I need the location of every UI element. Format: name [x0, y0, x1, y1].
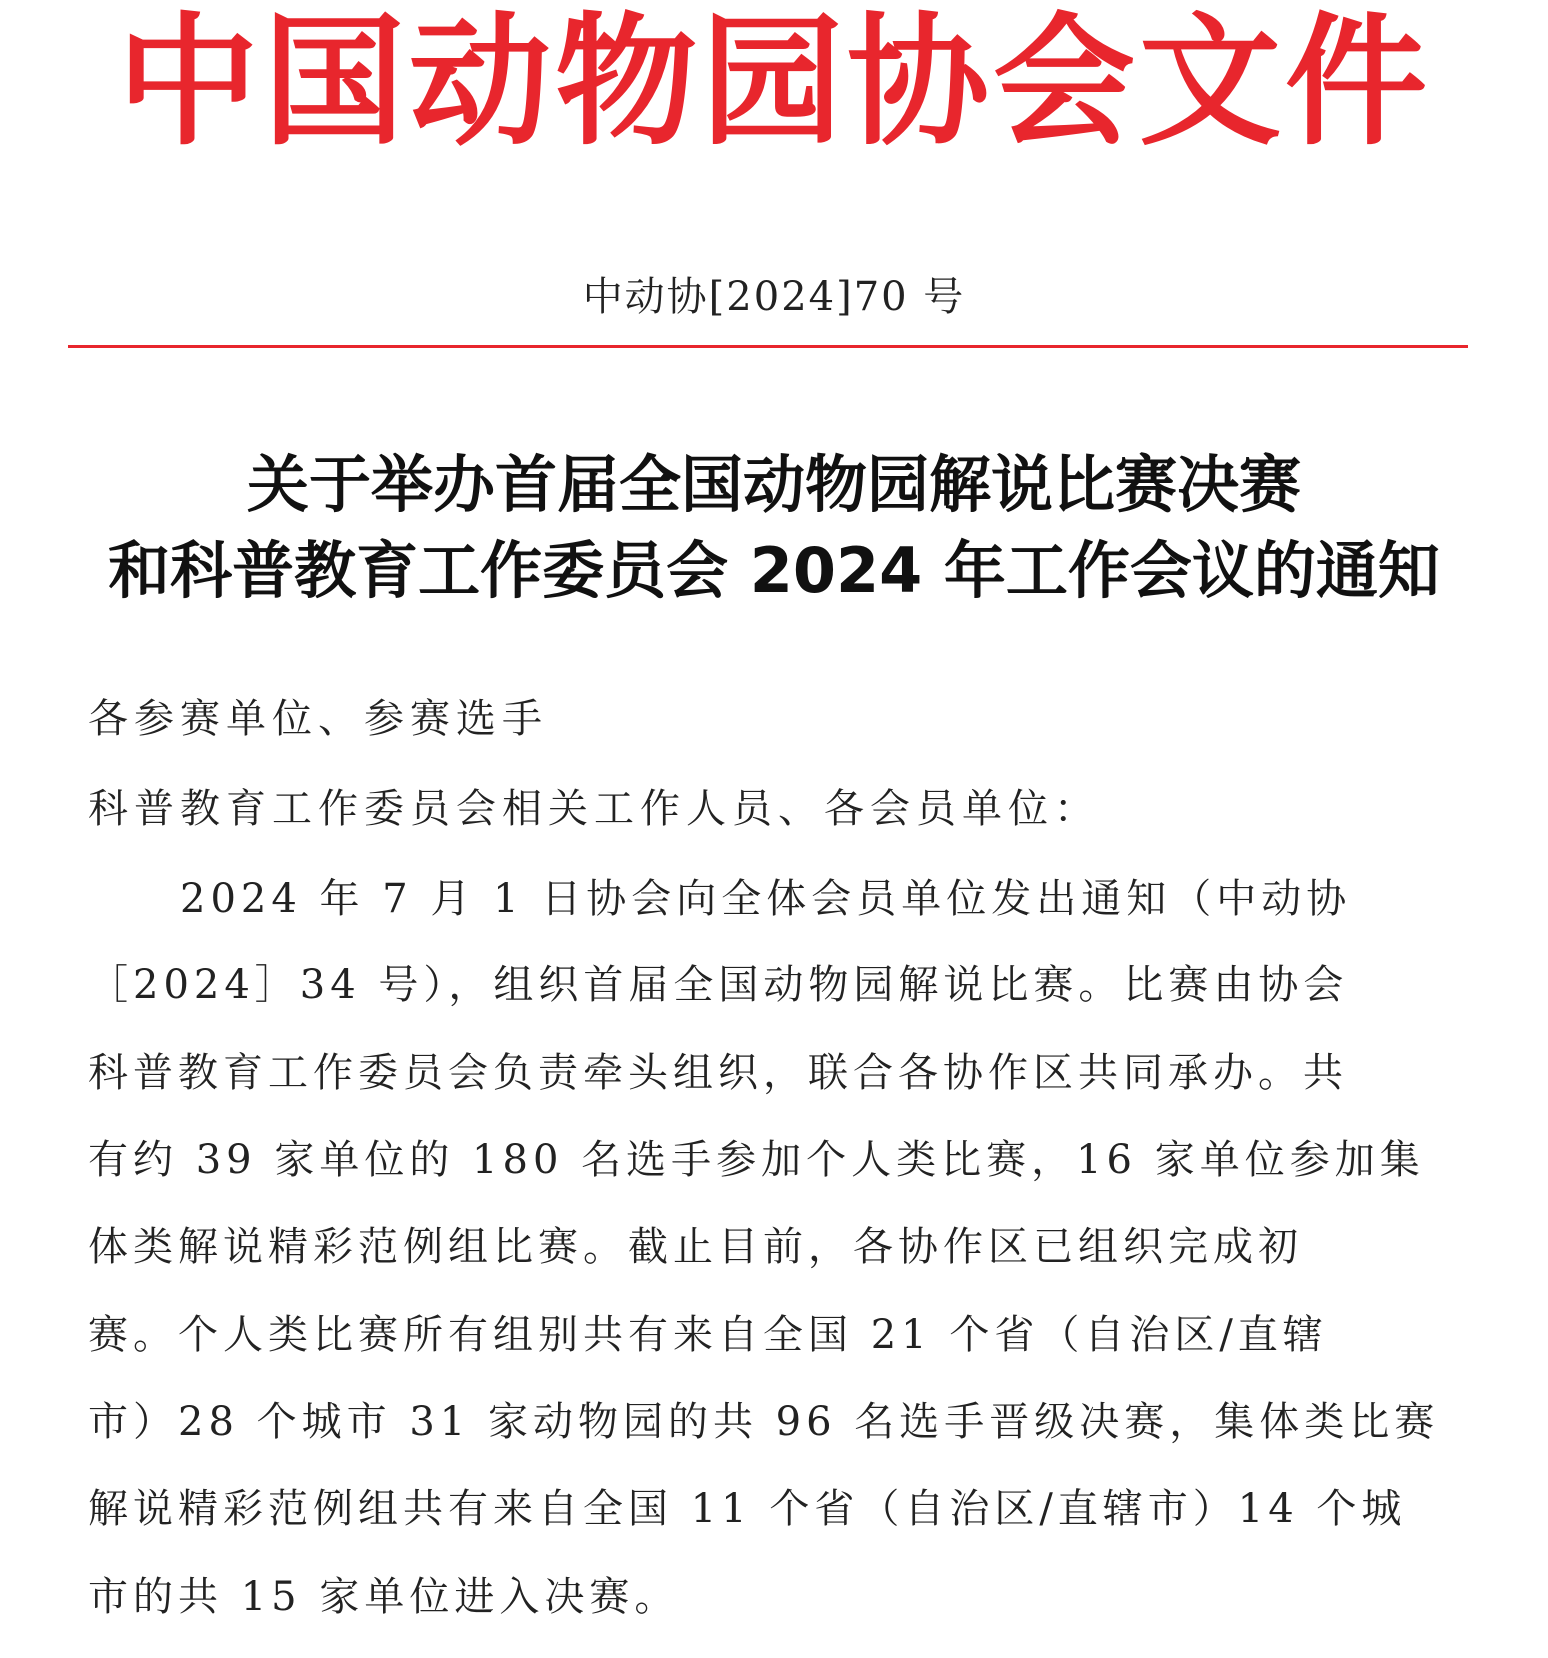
- masthead-title: 中国动物园协会文件: [117, 0, 1431, 165]
- body-line: 体类解说精彩范例组比赛。截止目前，各协作区已组织完成初: [88, 1224, 1303, 1270]
- notice-title: [0, 442, 1548, 614]
- red-divider-rule: [68, 345, 1468, 348]
- salutation-line-1: 各参赛单位、参赛选手: [88, 696, 548, 742]
- body-line: 解说精彩范例组共有来自全国 11 个省（自治区/直辖市）14 个城: [88, 1486, 1407, 1532]
- body-line: 有约 39 家单位的 180 名选手参加个人类比赛，16 家单位参加集: [88, 1137, 1425, 1183]
- notice-title-line-2: 和科普教育工作委员会 2024 年工作会议的通知: [108, 534, 1440, 607]
- body-line: ［2024］34 号），组织首届全国动物园解说比赛。比赛由协会: [88, 962, 1349, 1008]
- body-line: 科普教育工作委员会负责牵头组织，联合各协作区共同承办。共: [88, 1050, 1348, 1096]
- body-line: 市的共 15 家单位进入决赛。: [88, 1574, 680, 1620]
- body-line: 赛。个人类比赛所有组别共有来自全国 21 个省（自治区/直辖: [88, 1312, 1328, 1358]
- document-number: 中动协[2024]70 号: [582, 274, 966, 320]
- notice-title-line-1: 关于举办首届全国动物园解说比赛决赛: [246, 448, 1301, 521]
- salutation-line-2: 科普教育工作委员会相关工作人员、各会员单位：: [88, 786, 1100, 832]
- body-line: 2024 年 7 月 1 日协会向全体会员单位发出通知（中动协: [180, 876, 1352, 922]
- body-line: 市）28 个城市 31 家动物园的共 96 名选手晋级决赛，集体类比赛: [88, 1399, 1440, 1445]
